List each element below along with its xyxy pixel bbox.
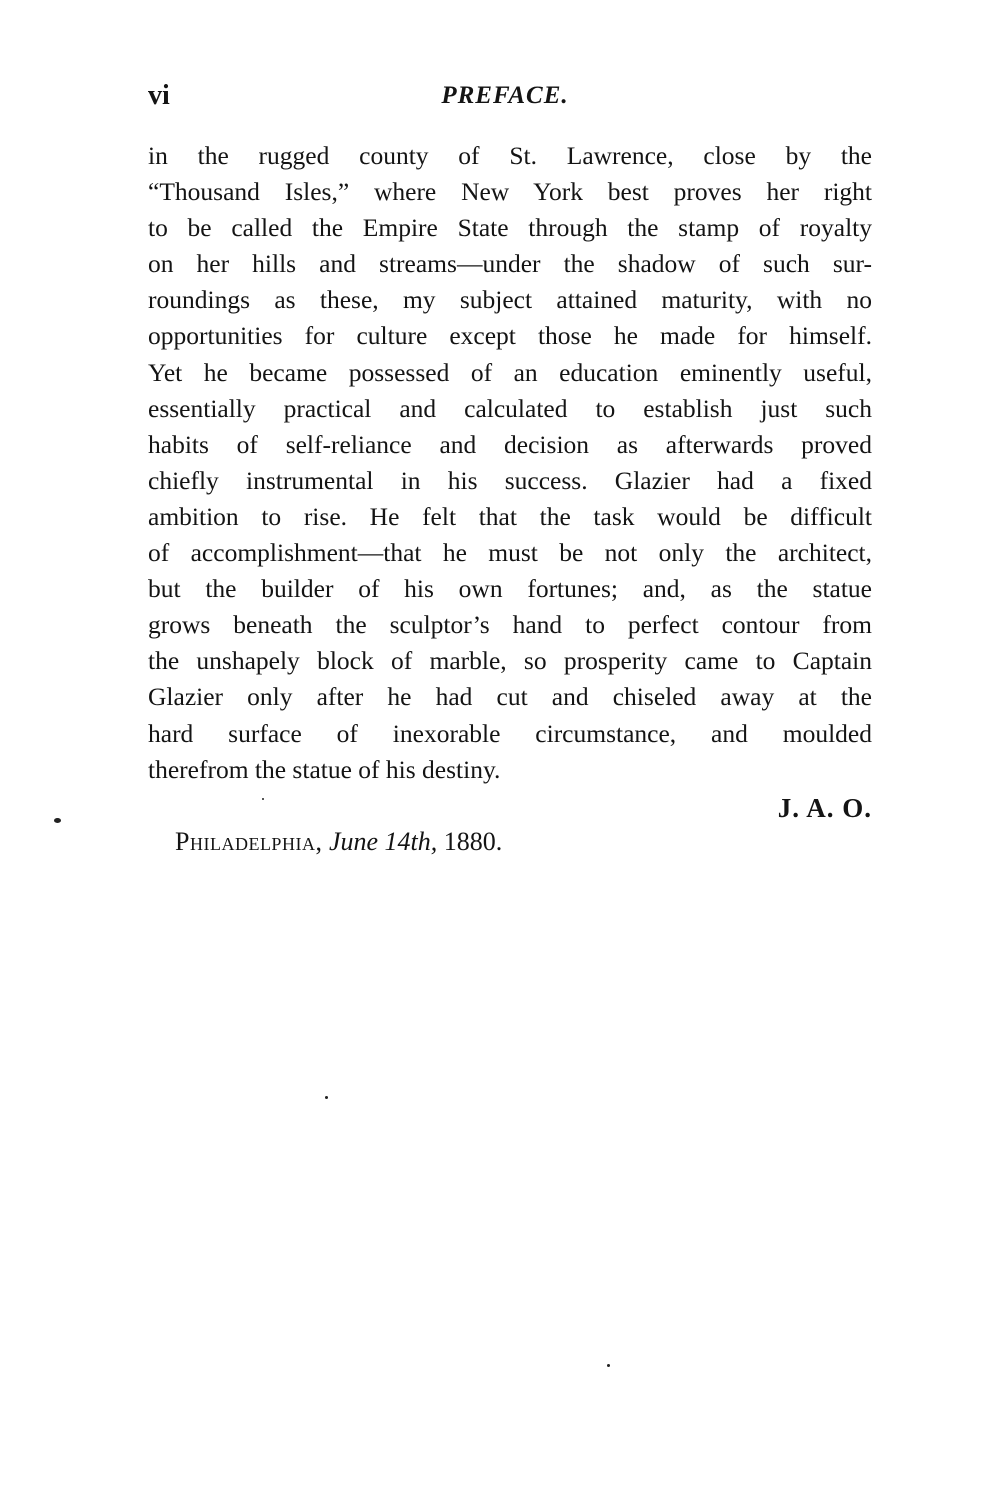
body-line: ambition to rise. He felt that the task would be difficult	[148, 501, 872, 531]
dateline-date: June 14th,	[328, 827, 438, 856]
body-line: “Thousand Isles,” where New York best proves her right	[148, 177, 872, 207]
body-line: Yet he became possessed of an education eminently useful,	[148, 357, 872, 387]
scan-speck	[325, 1096, 328, 1099]
preface-body	[148, 138, 872, 788]
dateline	[175, 824, 502, 860]
body-line: on her hills and streams—under the shadow of such sur-	[148, 249, 872, 279]
scan-speck	[54, 818, 61, 823]
body-line: in the rugged county of St. Lawrence, close by the	[148, 141, 872, 170]
body-line: hard surface of inexorable circumstance, and moulded	[148, 718, 872, 748]
dateline-place: Philadelphia,	[175, 827, 323, 856]
author-initials: J. A. O.	[777, 793, 872, 823]
body-line: chiefly instrumental in his success. Glazier had a fixed	[148, 465, 872, 495]
body-line: the unshapely block of marble, so prosperity came to Captain	[148, 646, 872, 676]
body-line: but the builder of his own fortunes; and, as the statue	[148, 574, 872, 604]
body-line: grows beneath the sculptor’s hand to perfect contour from	[148, 610, 872, 640]
body-line: habits of self-reliance and decision as afterwards proved	[148, 429, 872, 459]
body-line: opportunities for culture except those he made for himself.	[148, 321, 872, 351]
page-number: vi	[148, 80, 170, 111]
body-line: essentially practical and calculated to establish just such	[148, 393, 872, 423]
body-line: roundings as these, my subject attained maturity, with no	[148, 285, 872, 315]
running-head: PREFACE.	[441, 82, 569, 109]
body-line: therefrom the statue of his destiny.	[148, 754, 501, 784]
dateline-year: 1880.	[443, 827, 503, 856]
body-line: to be called the Empire State through the stamp of royalty	[148, 213, 872, 243]
scan-speck	[262, 798, 264, 800]
body-line: of accomplishment—that he must be not only the architect,	[148, 538, 872, 568]
scan-speck	[607, 1364, 610, 1367]
body-line: Glazier only after he had cut and chiseled away at the	[148, 682, 872, 712]
